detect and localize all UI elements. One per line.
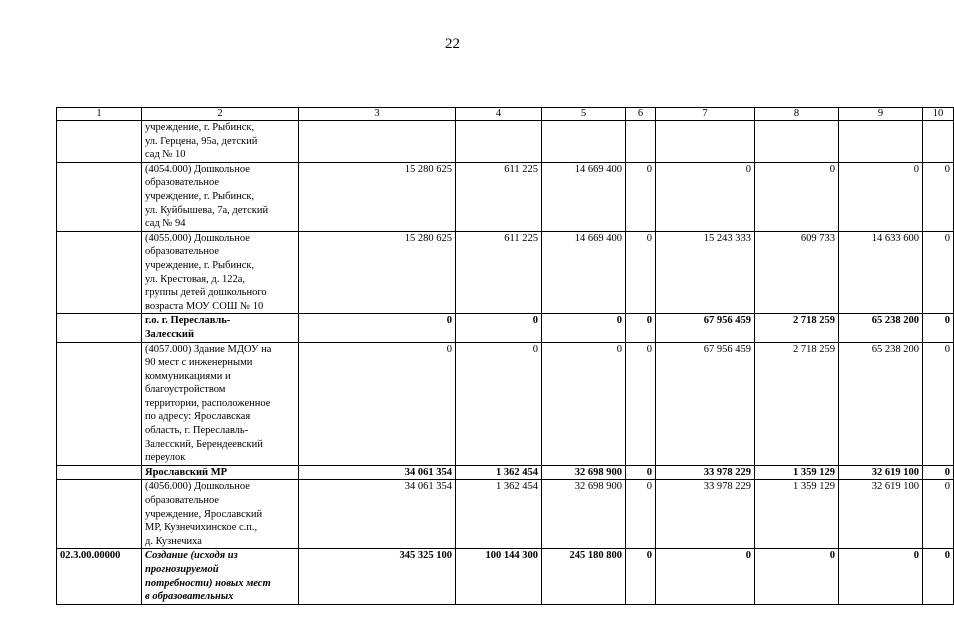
row-value-cell: 0 — [839, 162, 923, 231]
header-cell: 2 — [142, 108, 299, 121]
row-value-cell: 0 — [626, 549, 656, 604]
row-code-cell — [57, 314, 142, 342]
row-value-cell: 0 — [923, 549, 954, 604]
budget-table — [56, 107, 954, 605]
header-row — [57, 108, 954, 121]
row-value-cell: 14 669 400 — [542, 162, 626, 231]
row-value-cell: 345 325 100 — [299, 549, 456, 604]
row-value-cell: 0 — [755, 162, 839, 231]
row-value-cell: 0 — [299, 342, 456, 465]
row-value-cell: 0 — [923, 465, 954, 480]
row-value-cell: 0 — [456, 314, 542, 342]
row-value-cell: 1 359 129 — [755, 465, 839, 480]
row-value-cell: 33 978 229 — [656, 465, 755, 480]
row-value-cell — [542, 121, 626, 163]
row-value-cell: 611 225 — [456, 231, 542, 314]
row-code-cell — [57, 480, 142, 549]
header-cell: 4 — [456, 108, 542, 121]
header-cell: 7 — [656, 108, 755, 121]
row-value-cell: 32 698 900 — [542, 465, 626, 480]
table-row — [57, 480, 954, 549]
row-code-cell: 02.3.00.00000 — [57, 549, 142, 604]
row-value-cell — [839, 121, 923, 163]
row-value-cell: 65 238 200 — [839, 342, 923, 465]
row-value-cell: 0 — [923, 314, 954, 342]
row-name-cell: г.о. г. Переславль- Залесский — [142, 314, 299, 342]
row-value-cell — [755, 121, 839, 163]
row-name-cell: (4057.000) Здание МДОУ на 90 мест с инженерными коммуникациями и благоустройством территории, расположенное по адресу: Ярославская область, г. Переславль- Залесский, Берендеевский переулок — [142, 342, 299, 465]
row-name-cell: учреждение, г. Рыбинск, ул. Герцена, 95а, детский сад № 10 — [142, 121, 299, 163]
header-cell: 10 — [923, 108, 954, 121]
row-name-cell: Ярославский МР — [142, 465, 299, 480]
row-value-cell: 67 956 459 — [656, 314, 755, 342]
row-value-cell — [456, 121, 542, 163]
row-value-cell: 609 733 — [755, 231, 839, 314]
row-value-cell: 14 633 600 — [839, 231, 923, 314]
page-number: 22 — [445, 36, 460, 52]
row-value-cell: 14 669 400 — [542, 231, 626, 314]
row-value-cell: 0 — [626, 480, 656, 549]
row-value-cell: 0 — [626, 231, 656, 314]
table-row — [57, 231, 954, 314]
row-value-cell: 0 — [923, 480, 954, 549]
row-name-cell: (4056.000) Дошкольное образовательное учреждение, Ярославский МР, Кузнечихинское с.п., д. Кузнечиха — [142, 480, 299, 549]
row-value-cell — [626, 121, 656, 163]
row-value-cell: 0 — [456, 342, 542, 465]
row-value-cell: 32 698 900 — [542, 480, 626, 549]
row-value-cell: 2 718 259 — [755, 342, 839, 465]
header-cell: 6 — [626, 108, 656, 121]
row-value-cell — [656, 121, 755, 163]
row-value-cell: 33 978 229 — [656, 480, 755, 549]
row-value-cell: 0 — [542, 342, 626, 465]
row-value-cell: 15 280 625 — [299, 231, 456, 314]
row-value-cell: 1 359 129 — [755, 480, 839, 549]
row-value-cell: 245 180 800 — [542, 549, 626, 604]
row-value-cell — [299, 121, 456, 163]
row-value-cell: 0 — [656, 162, 755, 231]
row-value-cell: 32 619 100 — [839, 465, 923, 480]
row-value-cell: 32 619 100 — [839, 480, 923, 549]
row-value-cell — [923, 121, 954, 163]
row-name-cell: Создание (исходя из прогнозируемой потребности) новых мест в образовательных — [142, 549, 299, 604]
row-value-cell: 0 — [923, 342, 954, 465]
row-value-cell: 2 718 259 — [755, 314, 839, 342]
row-name-cell: (4054.000) Дошкольное образовательное учреждение, г. Рыбинск, ул. Куйбышева, 7а, детский сад № 94 — [142, 162, 299, 231]
row-value-cell: 0 — [839, 549, 923, 604]
table-row — [57, 121, 954, 163]
row-value-cell: 67 956 459 — [656, 342, 755, 465]
table-row — [57, 162, 954, 231]
table-row — [57, 465, 954, 480]
row-value-cell: 1 362 454 — [456, 465, 542, 480]
row-value-cell: 65 238 200 — [839, 314, 923, 342]
row-code-cell — [57, 162, 142, 231]
row-value-cell: 611 225 — [456, 162, 542, 231]
row-value-cell: 0 — [626, 314, 656, 342]
row-value-cell: 34 061 354 — [299, 465, 456, 480]
row-value-cell: 15 280 625 — [299, 162, 456, 231]
header-cell: 8 — [755, 108, 839, 121]
row-value-cell: 0 — [755, 549, 839, 604]
table-row — [57, 342, 954, 465]
table-row — [57, 314, 954, 342]
row-code-cell — [57, 342, 142, 465]
row-value-cell: 15 243 333 — [656, 231, 755, 314]
row-value-cell: 0 — [626, 465, 656, 480]
row-name-cell: (4055.000) Дошкольное образовательное учреждение, г. Рыбинск, ул. Крестовая, д. 122а, группы детей дошкольного возраста МОУ СОШ № 10 — [142, 231, 299, 314]
table-row — [57, 549, 954, 604]
row-value-cell: 0 — [542, 314, 626, 342]
row-code-cell — [57, 231, 142, 314]
row-value-cell: 0 — [923, 231, 954, 314]
header-cell: 1 — [57, 108, 142, 121]
row-value-cell: 0 — [656, 549, 755, 604]
row-value-cell: 34 061 354 — [299, 480, 456, 549]
row-code-cell — [57, 121, 142, 163]
row-code-cell — [57, 465, 142, 480]
header-cell: 5 — [542, 108, 626, 121]
row-value-cell: 100 144 300 — [456, 549, 542, 604]
row-value-cell: 0 — [626, 342, 656, 465]
header-cell: 9 — [839, 108, 923, 121]
header-cell: 3 — [299, 108, 456, 121]
row-value-cell: 1 362 454 — [456, 480, 542, 549]
row-value-cell: 0 — [923, 162, 954, 231]
row-value-cell: 0 — [299, 314, 456, 342]
row-value-cell: 0 — [626, 162, 656, 231]
